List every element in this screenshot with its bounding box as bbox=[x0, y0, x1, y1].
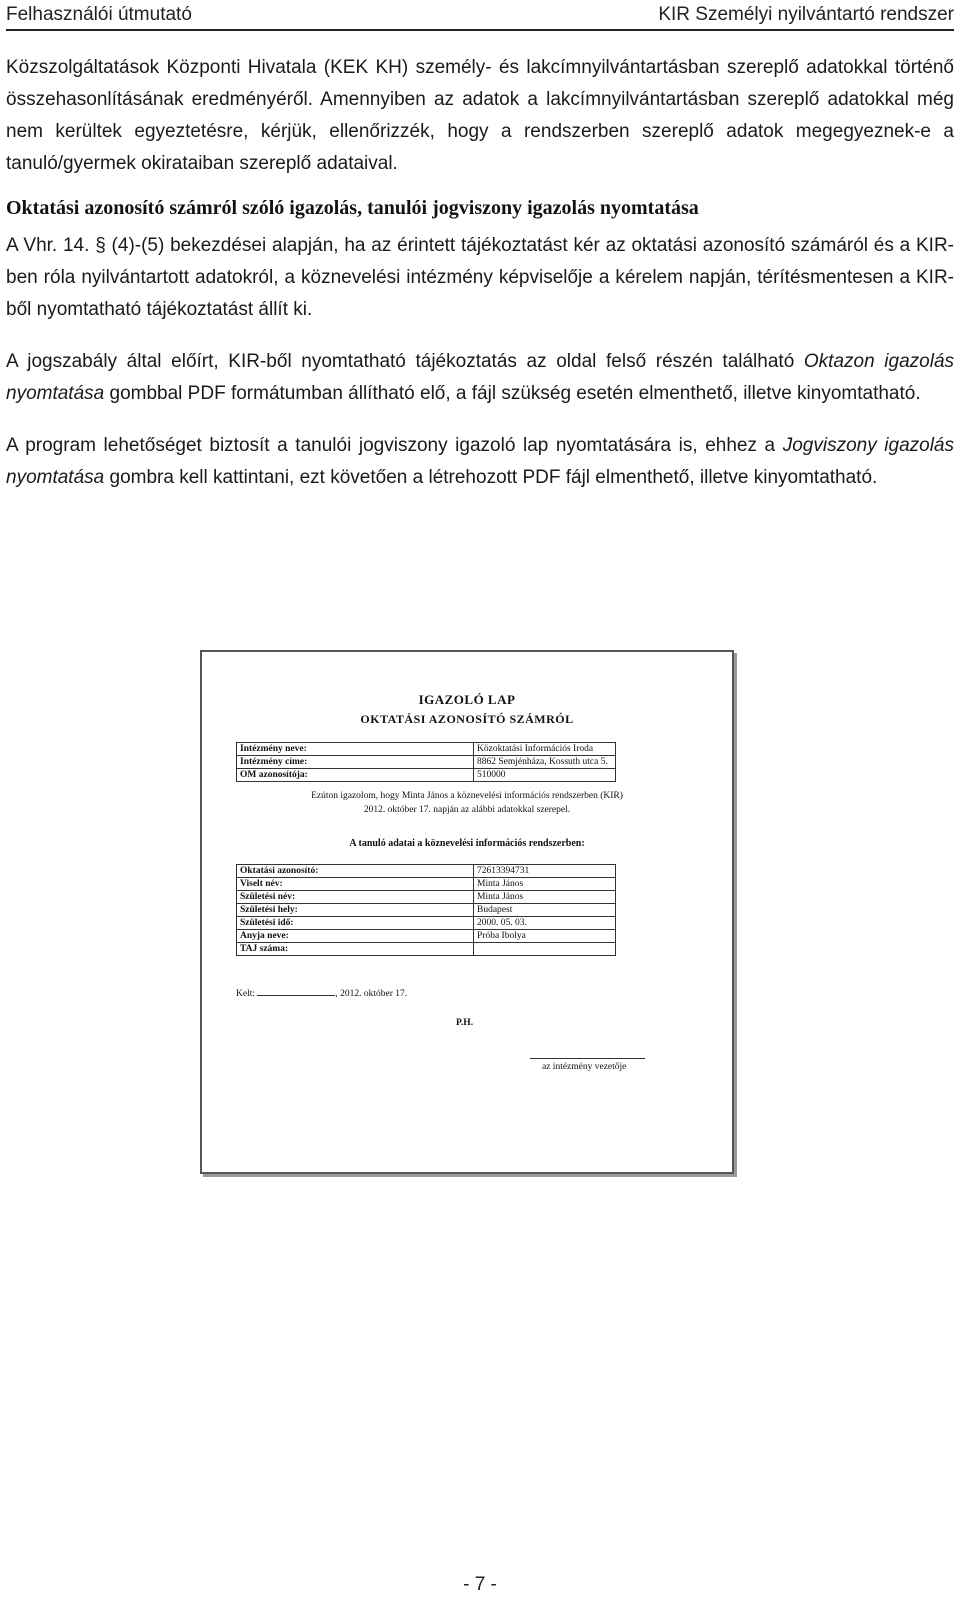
certificate-subtitle: OKTATÁSI AZONOSÍTÓ SZÁMRÓL bbox=[360, 712, 574, 726]
field-value: Budapest bbox=[474, 904, 616, 917]
kelt-date: , 2012. október 17. bbox=[335, 989, 408, 999]
table-row bbox=[237, 769, 616, 782]
kelt-label: Kelt: bbox=[236, 989, 255, 999]
table-row bbox=[237, 878, 616, 891]
table-row bbox=[237, 904, 616, 917]
paragraph-2-text-a: A jogszabály által előírt, KIR-ből nyomtatható tájékoztatás az oldal felső részén található bbox=[6, 351, 804, 372]
field-value: Próba Ibolya bbox=[474, 930, 616, 943]
certificate-statement-line-2: 2012. október 17. napján az alábbi adatokkal szerepel. bbox=[363, 805, 571, 815]
section-paragraph-1: A Vhr. 14. § (4)-(5) bekezdései alapján, ha az érintett tájékoztatást kér az oktatási azonosító számáról és a KIR-ben róla nyilvántartott adatokról, a köznevelési intézmény képviselője a kérelem napján, térítésmentesen a KIR-ből nyomtatható tájékoztatást állít ki. bbox=[6, 235, 954, 320]
jogviszony-button-reference: Jogviszony igazolás nyomtatása bbox=[6, 435, 955, 488]
field-value: Közoktatási Információs Iroda bbox=[474, 743, 616, 756]
paragraph-2-text-b: gombbal PDF formátumban állítható elő, a fájl szükség esetén elmenthető, illetve kinyomtatható. bbox=[104, 383, 921, 404]
field-label: Intézmény neve: bbox=[237, 743, 474, 756]
signature-label: az intézmény vezetője bbox=[542, 1062, 627, 1072]
certificate-image bbox=[200, 650, 734, 1174]
paragraph-3-text-a: A program lehetőséget biztosít a tanulói jogviszony igazoló lap nyomtatására is, ehhez a bbox=[6, 435, 783, 456]
student-data-heading: A tanuló adatai a köznevelési információs rendszerben: bbox=[349, 838, 585, 849]
paragraph-3-text-b: gombra kell kattintani, ezt követően a létrehozott PDF fájl elmenthető, illetve kinyomtatható. bbox=[104, 467, 878, 488]
field-value: 72613394731 bbox=[474, 865, 616, 878]
field-label: Anyja neve: bbox=[237, 930, 474, 943]
institution-table bbox=[236, 742, 616, 782]
field-label: Viselt név: bbox=[237, 878, 474, 891]
field-value bbox=[474, 943, 616, 956]
table-row bbox=[237, 891, 616, 904]
field-label: Születési idő: bbox=[237, 917, 474, 930]
field-value: 510000 bbox=[474, 769, 616, 782]
field-label: TAJ száma: bbox=[237, 943, 474, 956]
field-label: Intézmény címe: bbox=[237, 756, 474, 769]
intro-paragraph: Közszolgáltatások Központi Hivatala (KEK KH) személy- és lakcímnyilvántartásban szereplő adatokkal történő összehasonlításának eredményéről. Amennyiben az adatok a lakcímnyilvántartásban szereplő adatokkal még nem kerültek egyeztetésre, kérjük, ellenőrizzék, hogy a rendszerben szereplő adatok megegyeznek-e a tanuló/gyermek okirataiban szereplő adataival. bbox=[6, 57, 954, 174]
student-table-body bbox=[237, 865, 616, 956]
field-label: OM azonosítója: bbox=[237, 769, 474, 782]
table-row bbox=[237, 756, 616, 769]
header-right-title: KIR Személyi nyilvántartó rendszer bbox=[658, 3, 954, 25]
field-label: Oktatási azonosító: bbox=[237, 865, 474, 878]
header-left-title: Felhasználói útmutató bbox=[6, 3, 192, 25]
certificate-title: IGAZOLÓ LAP bbox=[418, 692, 516, 707]
student-table bbox=[236, 864, 616, 956]
table-row bbox=[237, 930, 616, 943]
section-heading: Oktatási azonosító számról szóló igazolás, tanulói jogviszony igazolás nyomtatása bbox=[6, 197, 699, 219]
table-row bbox=[237, 917, 616, 930]
section-paragraph-2 bbox=[6, 346, 954, 410]
field-value: 8862 Semjénháza, Kossuth utca 5. bbox=[474, 756, 616, 769]
certificate-statement-line-1: Ezúton igazolom, hogy Minta János a köznevelési információs rendszerben (KIR) bbox=[311, 791, 623, 801]
field-label: Születési név: bbox=[237, 891, 474, 904]
oktazon-button-reference: Oktazon igazolás nyomtatása bbox=[6, 351, 955, 404]
table-row bbox=[237, 943, 616, 956]
stamp-placeholder: P.H. bbox=[456, 1018, 474, 1028]
table-row bbox=[237, 743, 616, 756]
institution-table-body bbox=[237, 743, 616, 782]
field-value: Minta János bbox=[474, 878, 616, 891]
page-header bbox=[6, 0, 954, 31]
field-value: 2000. 05. 03. bbox=[474, 917, 616, 930]
field-label: Születési hely: bbox=[237, 904, 474, 917]
field-value: Minta János bbox=[474, 891, 616, 904]
signature-line bbox=[530, 1058, 645, 1059]
page-number: - 7 - bbox=[463, 1574, 497, 1595]
table-row bbox=[237, 865, 616, 878]
section-paragraph-3 bbox=[6, 430, 954, 494]
kelt-blank bbox=[257, 986, 335, 996]
page-content bbox=[6, 52, 954, 514]
kelt-line bbox=[236, 986, 407, 999]
